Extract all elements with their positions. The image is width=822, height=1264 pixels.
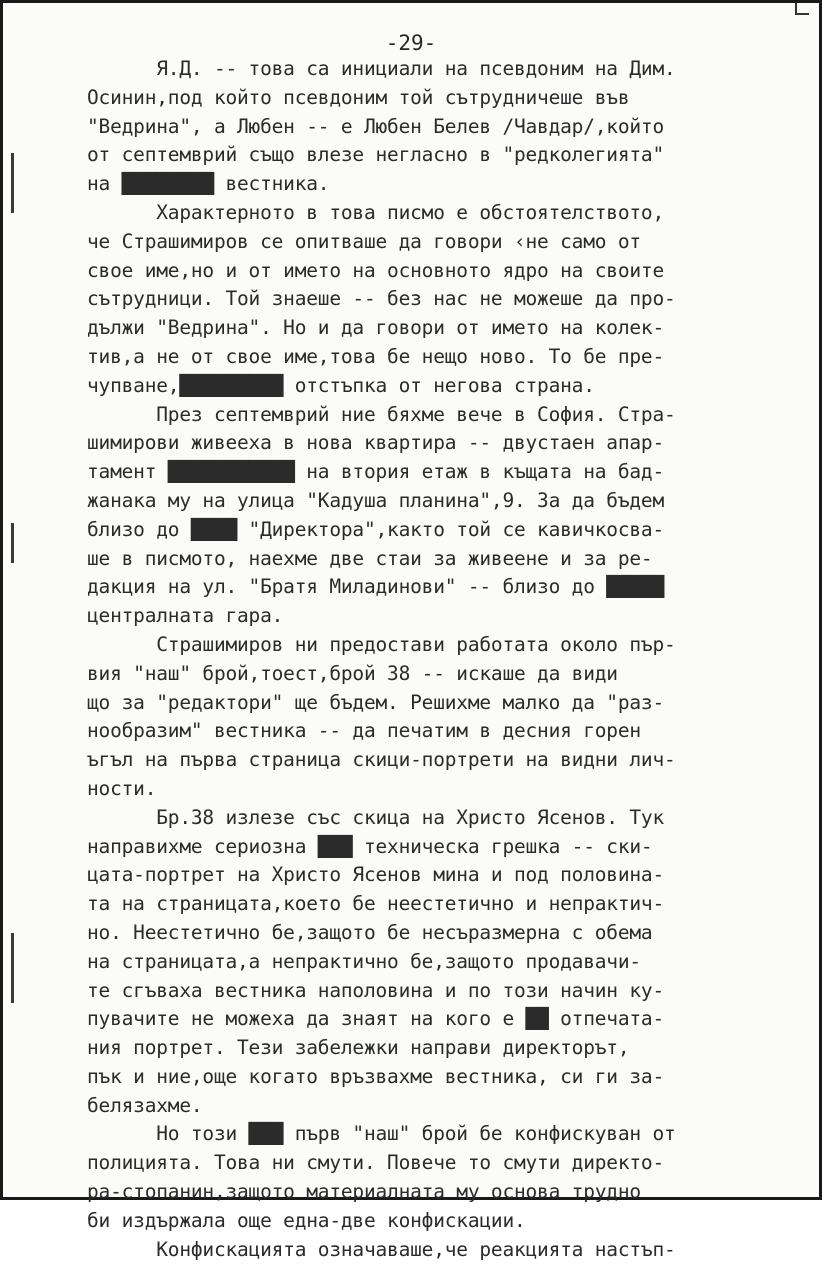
text-line: пувачите не можеха да знаят на кого е ██ отпечата- <box>87 1007 664 1031</box>
text-line: дължи "Ведрина". Но и да говори от името на колек- <box>87 316 664 340</box>
text-line: те сгъваха вестника наполовина и по този начин ку- <box>87 978 664 1002</box>
text-line: дакция на ул. "Братя Миладинови" -- близо до █████ <box>87 575 664 599</box>
text-line: Бр.38 излезе със скица на Христо Ясенов. Тук <box>87 805 664 829</box>
text-line: Осинин,под който псевдоним той сътрудничеше във <box>87 85 630 109</box>
text-line: Характерното в това писмо е обстоятелството, <box>87 200 664 224</box>
text-line: вия "наш" брой,тоест,брой 38 -- искаше да види <box>87 661 618 685</box>
text-line: на ████████ вестника. <box>87 172 330 196</box>
text-line: През септемврий ние бяхме вече в София. Стра- <box>87 402 676 426</box>
text-line: шимирови живееха в нова квартира -- двустаен апар- <box>87 431 664 455</box>
text-line: Страшимиров ни предостави работата около пър- <box>87 632 676 656</box>
text-line: полицията. Това ни смути. Повече то смути директо- <box>87 1151 664 1175</box>
text-line: нообразим" вестника -- да печатим в десния горен <box>87 719 641 743</box>
text-line: ния портрет. Тези забележки направи директорът, <box>87 1036 630 1060</box>
text-line: пък и ние,още когато връзвахме вестника, си ги за- <box>87 1064 664 1088</box>
corner-mark <box>795 3 809 15</box>
text-line: но. Неестетично бе,защото бе несъразмерна с обема <box>87 920 653 944</box>
text-line: тив,а не от свое име,това бе нещо ново. То бе пре- <box>87 344 664 368</box>
text-line: от септемврий също влезе негласно в "редколегията" <box>87 143 664 167</box>
text-line: ше в писмото, наехме две стаи за живеене и за ре- <box>87 546 653 570</box>
text-line: на страницата,а непрактично бе,защото продавачи- <box>87 949 641 973</box>
text-line: та на страницата,което бе неестетично и непрактич- <box>87 892 664 916</box>
text-line: чупване,█████████ отстъпка от негова страна. <box>87 373 595 397</box>
left-edge-mark <box>11 523 14 563</box>
left-edge-mark <box>11 153 14 213</box>
page-number: -29- <box>385 31 437 55</box>
text-line: централната гара. <box>87 604 284 628</box>
text-line: цата-портрет на Христо Ясенов мина и под половина- <box>87 863 664 887</box>
text-line: Но този ███ първ "наш" брой бе конфискуван от <box>87 1122 676 1146</box>
body-text <box>87 55 813 1264</box>
text-line: би издържала още една-две конфискации. <box>87 1208 526 1232</box>
text-line: ъгъл на първа страница скици-портрети на видни лич- <box>87 748 676 772</box>
text-line: "Ведрина", а Любен -- е Любен Белев /Чавдар/,който <box>87 114 664 138</box>
text-line: направихме сериозна ███ техническа грешка -- ски- <box>87 834 653 858</box>
text-line: жанака му на улица "Кадуша планина",9. За да бъдем <box>87 488 664 512</box>
text-line: близо до ████ "Директора",както той се кавичкосва- <box>87 517 664 541</box>
text-line: сътрудници. Той знаеше -- без нас не можеше да про- <box>87 287 676 311</box>
text-line: ра-стопанин,защото материалната му основа трудно <box>87 1180 641 1204</box>
text-line: ности. <box>87 776 157 800</box>
text-line: Конфискацията означаваше,че реакцията настъп- <box>87 1237 676 1261</box>
text-line: че Страшимиров се опитваше да говори ‹не само от <box>87 229 641 253</box>
text-line: що за "редактори" ще бъдем. Решихме малко да "раз- <box>87 690 664 714</box>
text-line: свое име,но и от името на основното ядро на своите <box>87 258 664 282</box>
text-line: тамент ███████████ на втория етаж в къщата на бад- <box>87 460 664 484</box>
text-line: Я.Д. -- това са инициали на псевдоним на Дим. <box>87 57 676 80</box>
text-line: белязахме. <box>87 1093 203 1117</box>
left-edge-mark <box>11 933 14 1003</box>
